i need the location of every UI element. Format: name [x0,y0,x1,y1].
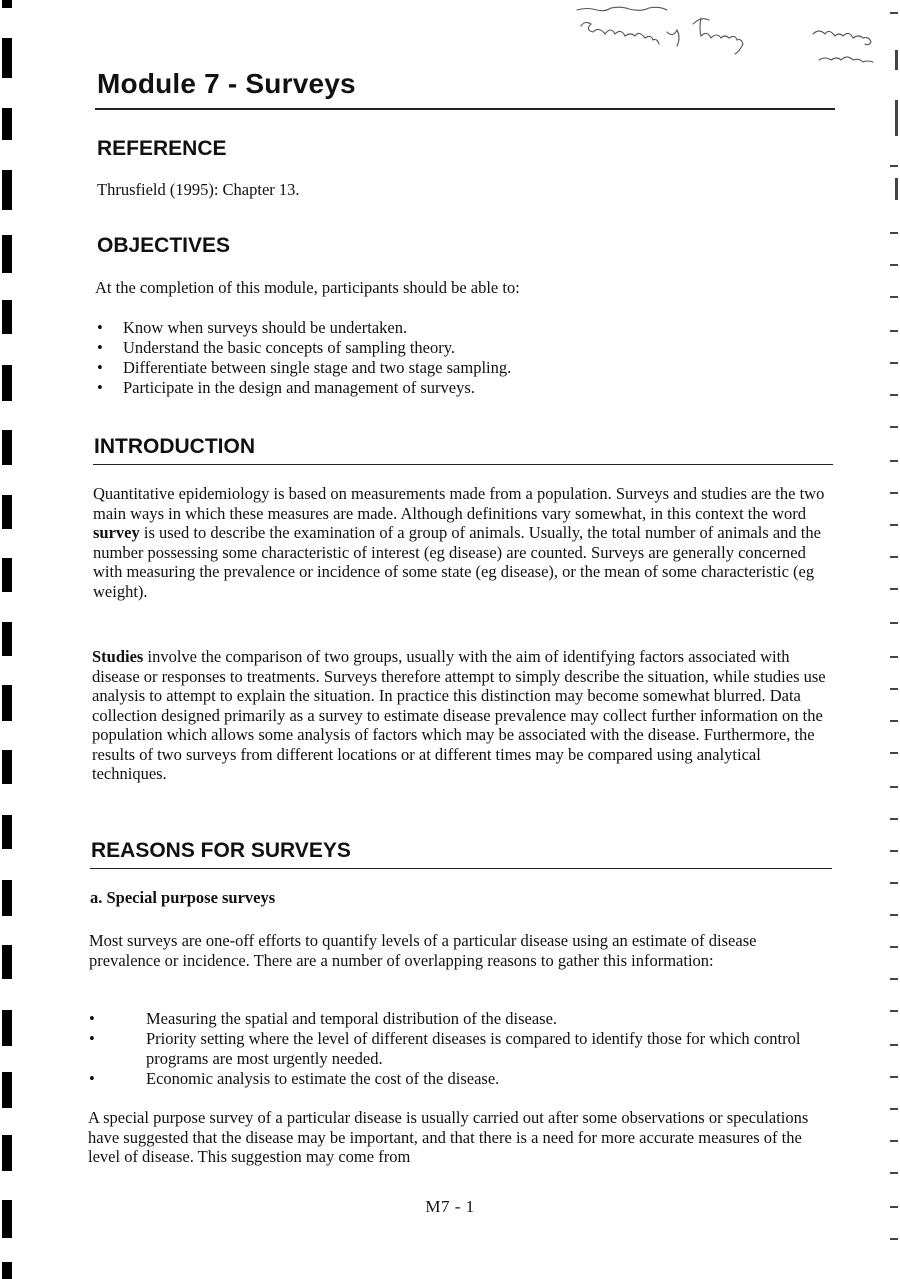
binding-mark [2,235,12,273]
binding-mark [2,622,12,656]
edge-tick [890,1076,898,1078]
edge-tick [890,460,898,462]
edge-tick [890,720,898,722]
edge-tick [890,786,898,788]
edge-tick [890,1044,898,1046]
edge-tick [890,362,898,364]
edge-tick [890,622,898,624]
binding-mark [2,945,12,979]
edge-tick [895,178,898,200]
binding-mark [2,0,12,8]
handwritten-note-scribble [575,6,893,78]
edge-tick [890,914,898,916]
binding-mark [2,1072,12,1108]
edge-tick [890,165,898,167]
binding-mark [2,38,12,78]
reasons-heading: REASONS FOR SURVEYS [91,839,351,862]
reason-item: • Measuring the spatial and temporal distribution of the disease. [89,1009,819,1029]
objectives-list [95,318,795,398]
binding-mark [2,430,12,465]
binding-mark [2,1135,12,1171]
introduction-heading: INTRODUCTION [94,435,255,458]
binding-marks [2,0,14,1279]
edge-tick [890,524,898,526]
intro-p1-text-start: Quantitative epidemiology is based on measurements made from a population. Surveys and studies are the two main ways in which these measures are made. Although definitions vary somewhat, in this context the word [93,484,825,523]
special-purpose-subheading: a. Special purpose surveys [90,888,276,907]
reasons-list [89,1009,819,1089]
edge-tick [890,850,898,852]
reasons-divider [90,868,832,869]
right-edge-marks [882,0,898,1279]
introduction-divider [93,464,833,465]
binding-mark [2,558,12,592]
binding-mark [2,815,12,849]
edge-tick [890,818,898,820]
intro-p2-text: involve the comparison of two groups, usually with the aim of identifying factors associated with disease or responses to treatments. Surveys therefore attempt to simply describe the situation, while studies use analysis to attempt to explain the situation. In practice this distinction may become somewhat blurred. Data collection designed primarily as a survey to estimate disease prevalence may collect further information on the population which allows some analysis of factors which may be associated with the disease. Furthermore, the results of two surveys from different locations or at different times may be compared using analytical techniques. [92,647,826,783]
edge-tick [890,296,898,298]
binding-mark [2,1010,12,1046]
binding-mark [2,495,12,529]
title-divider [95,108,835,110]
reference-heading: REFERENCE [97,137,227,160]
reason-item: • Economic analysis to estimate the cost of the disease. [89,1069,819,1089]
edge-tick [890,394,898,396]
edge-tick [890,1010,898,1012]
edge-tick [890,232,898,234]
objective-item: • Differentiate between single stage and two stage sampling. [95,358,795,378]
edge-tick [890,426,898,428]
edge-tick [890,556,898,558]
binding-mark [2,365,12,401]
objective-item: • Know when surveys should be undertaken. [95,318,795,338]
edge-tick [890,752,898,754]
objective-item: • Participate in the design and management of surveys. [95,378,795,398]
edge-tick [890,1108,898,1110]
introduction-paragraph-2 [92,647,827,784]
reasons-paragraph-1: Most surveys are one-off efforts to quantify levels of a particular disease using an estimate of disease prevalence or incidence. There are a number of overlapping reasons to gather this information: [89,931,757,970]
objectives-heading: OBJECTIVES [97,234,231,257]
term-survey: survey [93,523,140,542]
edge-tick [890,264,898,266]
reason-item: • Priority setting where the level of different diseases is compared to identify those for which control programs are most urgently needed. [89,1029,819,1069]
edge-tick [890,978,898,980]
edge-tick [890,1172,898,1174]
edge-tick [895,50,898,70]
reasons-paragraph-2: A special purpose survey of a particular disease is usually carried out after some observations or speculations have suggested that the disease may be important, and that there is a need for more accurate measures of the level of disease. This suggestion may come from [88,1108,809,1166]
edge-tick [895,100,898,136]
objectives-intro: At the completion of this module, participants should be able to: [95,278,520,297]
reference-text: Thrusfield (1995): Chapter 13. [97,180,300,199]
binding-mark [2,108,12,140]
edge-tick [890,1238,898,1240]
binding-mark [2,300,12,334]
binding-mark [2,685,12,721]
edge-tick [890,588,898,590]
intro-p1-text-end: is used to describe the examination of a group of animals. Usually, the total number of animals and the number possessing some characteristic of interest (eg disease) are counted. Surveys are generally concerned with measuring the prevalence or incidence of some state (eg disease), or the mean of some characteristic (eg weight). [93,523,821,601]
binding-mark [2,880,12,916]
edge-tick [890,1140,898,1142]
edge-tick [890,946,898,948]
edge-tick [890,656,898,658]
edge-tick [890,688,898,690]
objective-item: • Understand the basic concepts of sampling theory. [95,338,795,358]
binding-mark [2,170,12,210]
binding-mark [2,750,12,784]
edge-tick [890,330,898,332]
term-studies: Studies [92,647,144,666]
introduction-paragraph-1 [93,484,828,601]
binding-mark [2,1262,12,1279]
edge-tick [890,492,898,494]
edge-tick [890,882,898,884]
module-title: Module 7 - Surveys [97,68,356,99]
page-number: M7 - 1 [425,1197,475,1216]
